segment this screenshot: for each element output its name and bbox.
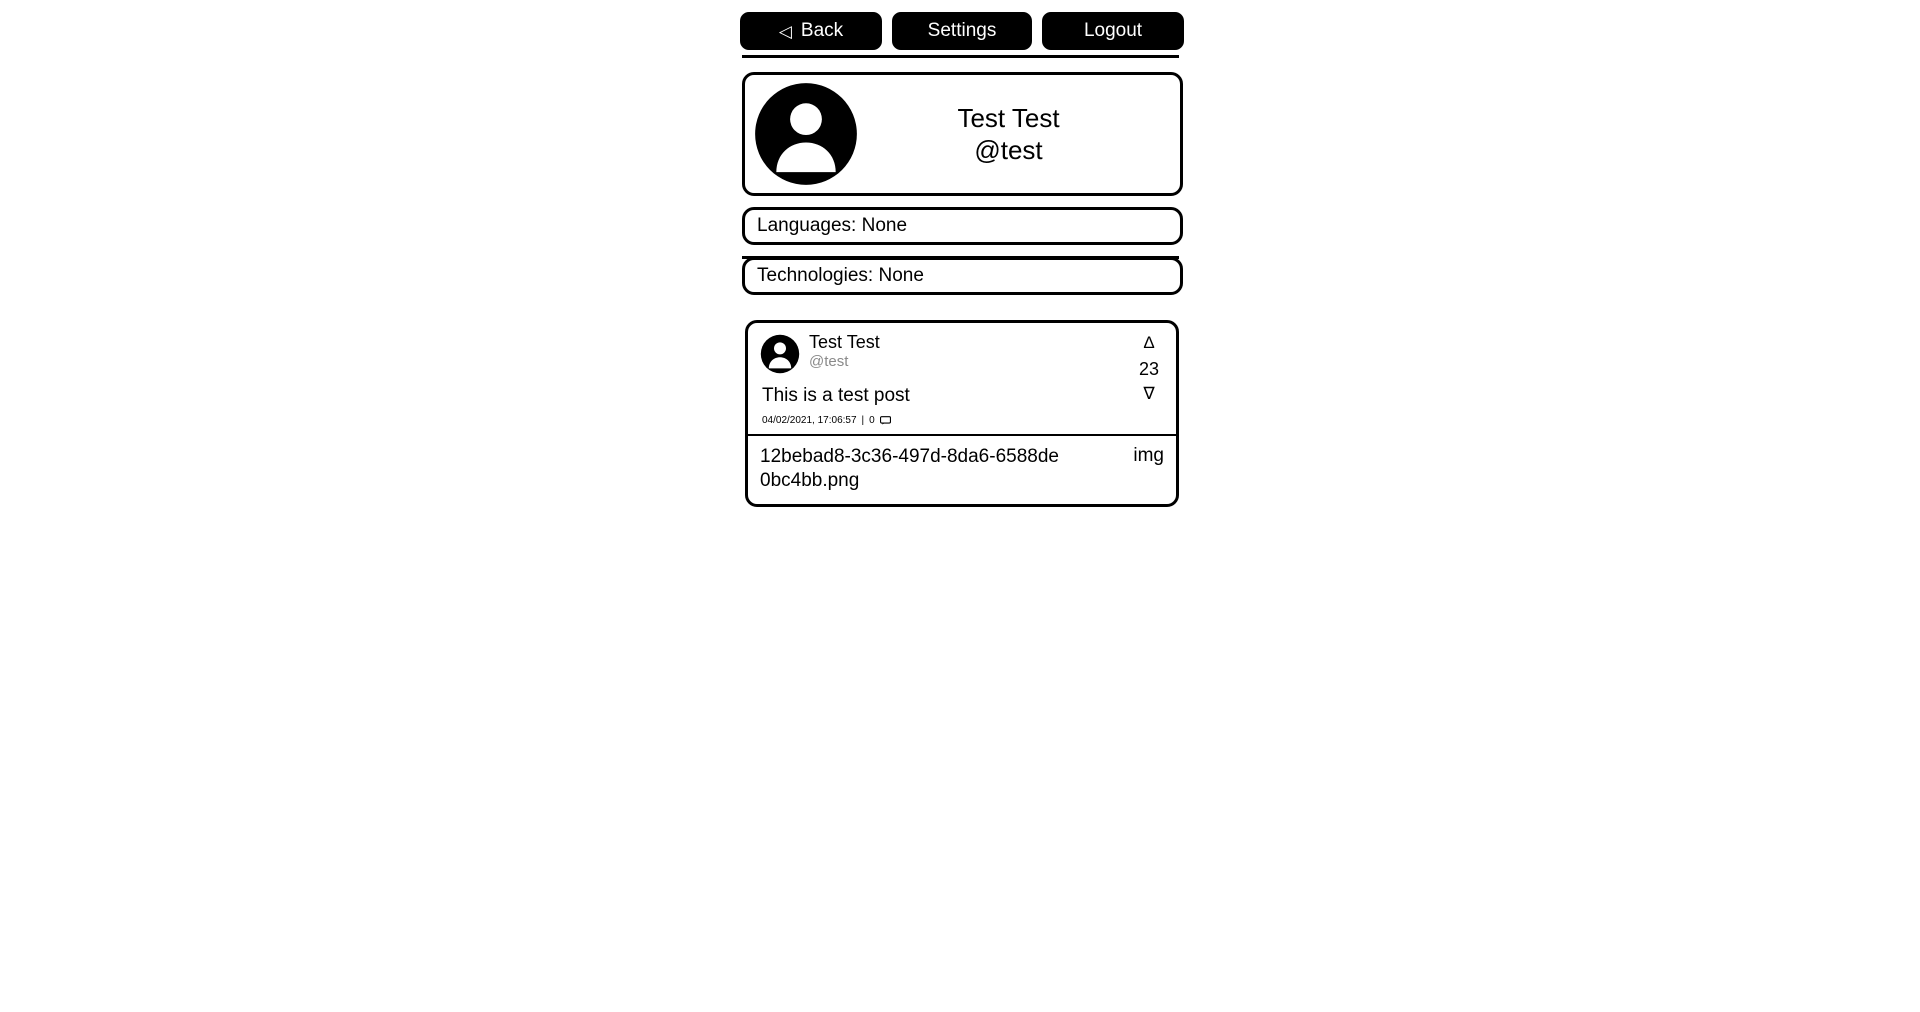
post-handle: @test bbox=[809, 352, 849, 370]
technologies-card bbox=[742, 257, 1183, 295]
profile-handle: @test bbox=[974, 135, 1043, 165]
profile-card bbox=[742, 72, 1183, 196]
back-button[interactable] bbox=[740, 12, 882, 50]
post-comment-count: 0 bbox=[869, 415, 875, 426]
vote-count: 23 bbox=[1138, 358, 1160, 379]
settings-button-label: Settings bbox=[927, 20, 997, 41]
post-header bbox=[760, 333, 1164, 374]
user-avatar-icon bbox=[760, 334, 800, 374]
comment-icon[interactable] bbox=[880, 416, 891, 425]
divider-top bbox=[742, 55, 1179, 58]
languages-label: Languages: None bbox=[757, 215, 908, 236]
downvote-button[interactable]: ∇ bbox=[1143, 383, 1155, 403]
logout-button[interactable] bbox=[1042, 12, 1184, 50]
settings-button[interactable] bbox=[892, 12, 1032, 50]
profile-identity bbox=[859, 102, 1180, 167]
languages-card bbox=[742, 207, 1183, 245]
comment-glyph-icon bbox=[880, 416, 891, 425]
attachment-filename[interactable]: 12bebad8-3c36-497d-8da6-6588de0bc4bb.png bbox=[760, 446, 1059, 491]
attachment-kind-label: img bbox=[1133, 445, 1164, 466]
triangle-left-icon: ◁ bbox=[778, 21, 792, 41]
logout-button-label: Logout bbox=[1083, 20, 1143, 41]
post-body bbox=[748, 323, 1176, 436]
meta-separator: | bbox=[861, 415, 865, 426]
divider-middle bbox=[742, 256, 1179, 259]
vote-control bbox=[1132, 331, 1166, 406]
post-card[interactable] bbox=[745, 320, 1179, 507]
back-button-label: Back bbox=[800, 20, 844, 41]
post-timestamp: 04/02/2021, 17:06:57 bbox=[762, 415, 857, 426]
post-identity bbox=[809, 333, 880, 372]
technologies-label: Technologies: None bbox=[757, 265, 924, 286]
post-text: This is a test post bbox=[762, 385, 910, 406]
upvote-button[interactable]: Δ bbox=[1143, 333, 1155, 352]
user-avatar-icon bbox=[753, 81, 859, 187]
post-author: Test Test bbox=[809, 332, 880, 352]
top-navigation-bar bbox=[740, 12, 1184, 50]
profile-name: Test Test bbox=[957, 102, 1060, 133]
post-attachment-row[interactable] bbox=[748, 436, 1176, 504]
post-meta bbox=[762, 415, 1164, 426]
